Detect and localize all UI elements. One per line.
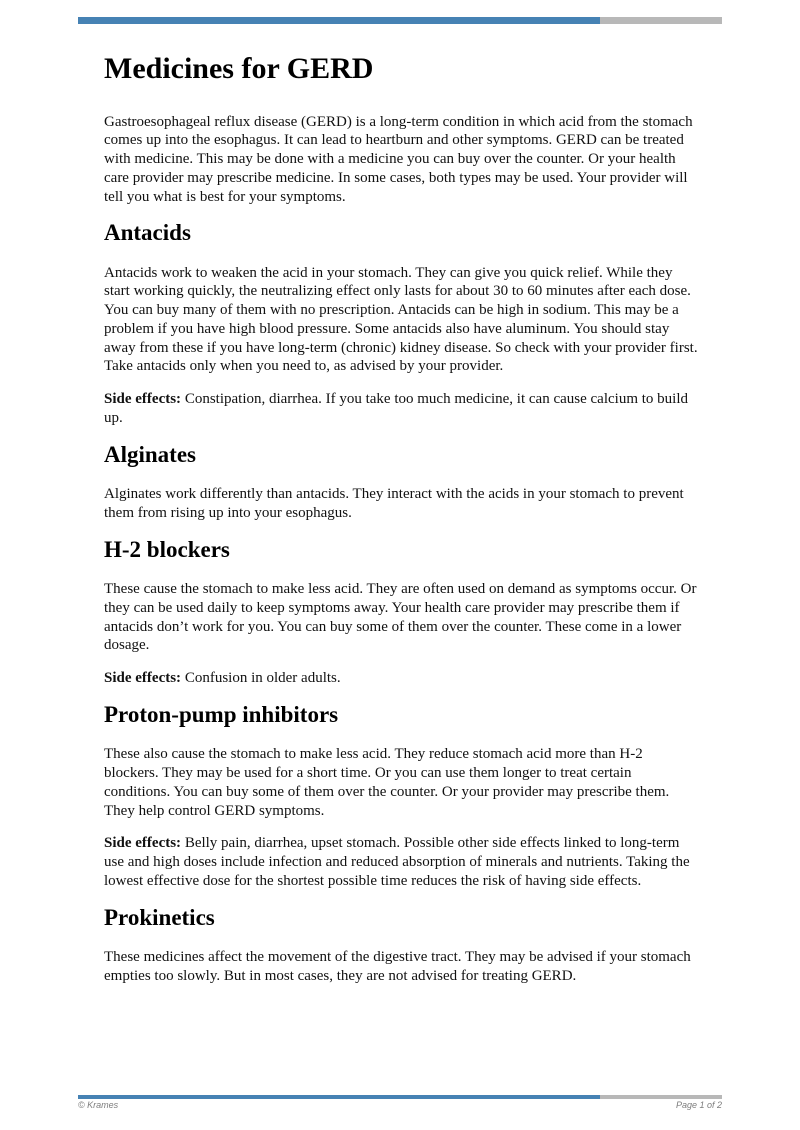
section-body-antacids: Antacids work to weaken the acid in your stomach. They can give you quick relief. While they start working quickly, the neutralizing effect only lasts for about 30 to 60 minutes after each dose. You can buy many of them with no prescription. Antacids can be high in sodium. This may be a problem if you have high blood pressure. Some antacids also have aluminum. You should stay away from these if you have long-term (chronic) kidney disease. So check with your provider first. Take antacids only when you need to, as advised by your provider. [104,264,698,375]
side-effects-text: Belly pain, diarrhea, upset stomach. Possible other side effects linked to long-term use and high doses include infection and reduced absorption of minerals and nutrients. Taking the lowest effective dose for the shortest possible time reduces the risk of having side effects. [104,835,690,889]
bottom-rule-blue-segment [78,1095,600,1099]
section-heading-proton-pump-inhibitors: Proton-pump inhibitors [104,701,339,727]
section-body-h2-blockers: These cause the stomach to make less acid. They are often used on demand as symptoms occur. Or they can be used daily to keep symptoms away. Your health care provider may prescribe them if antacids don’t work for you. You can buy some of them over the counter. These come in a lower dosage. [104,581,697,654]
section-body-prokinetics: These medicines affect the movement of the digestive tract. They may be advised if your stomach empties too slowly. But in most cases, they are not advised for treating GERD. [104,948,691,984]
page-footer [78,1100,722,1110]
section-heading-h2-blockers: H-2 blockers [104,536,230,562]
bottom-rule-gray-segment [600,1095,722,1099]
side-effects-text: Confusion in older adults. [184,670,341,687]
footer-page-number: Page 1 of 2 [675,1100,722,1110]
section-heading-prokinetics: Prokinetics [104,904,215,930]
top-rule-bar [78,17,722,24]
footer-copyright: © Krames [78,1100,119,1110]
side-effects-text: Constipation, diarrhea. If you take too much medicine, it can cause calcium to build up. [104,391,688,426]
side-effects-label: Side effects: [104,391,185,408]
section-body-proton-pump-inhibitors: These also cause the stomach to make less acid. They reduce stomach acid more than H-2 blockers. They may be used for a short time. Or you can use them longer to treat certain conditions. You can buy some of them over the counter. Or your provider may prescribe them. They help control GERD symptoms. [104,746,670,819]
document-content [104,52,700,999]
side-effects-h2-blockers [104,669,700,688]
page-title: Medicines for GERD [104,52,374,85]
section-body-alginates: Alginates work differently than antacids. They interact with the acids in your stomach to prevent them from rising up into your esophagus. [104,486,684,521]
side-effects-antacids [104,390,700,428]
side-effects-label: Side effects: [104,835,185,852]
side-effects-label: Side effects: [104,670,185,687]
side-effects-proton-pump-inhibitors [104,834,700,890]
section-heading-alginates: Alginates [104,441,196,467]
intro-paragraph: Gastroesophageal reflux disease (GERD) is a long-term condition in which acid from the stomach comes up into the esophagus. It can lead to heartburn and other symptoms. GERD can be treated with medicine. This may be done with a medicine you can buy over the counter. Or your health care provider may prescribe medicine. In some cases, both types may be used. Your provider will tell you what is best for your symptoms. [104,113,693,205]
bottom-rule-bar [78,1095,722,1099]
section-heading-antacids: Antacids [104,220,191,246]
top-rule-blue-segment [78,17,600,24]
top-rule-gray-segment [600,17,722,24]
